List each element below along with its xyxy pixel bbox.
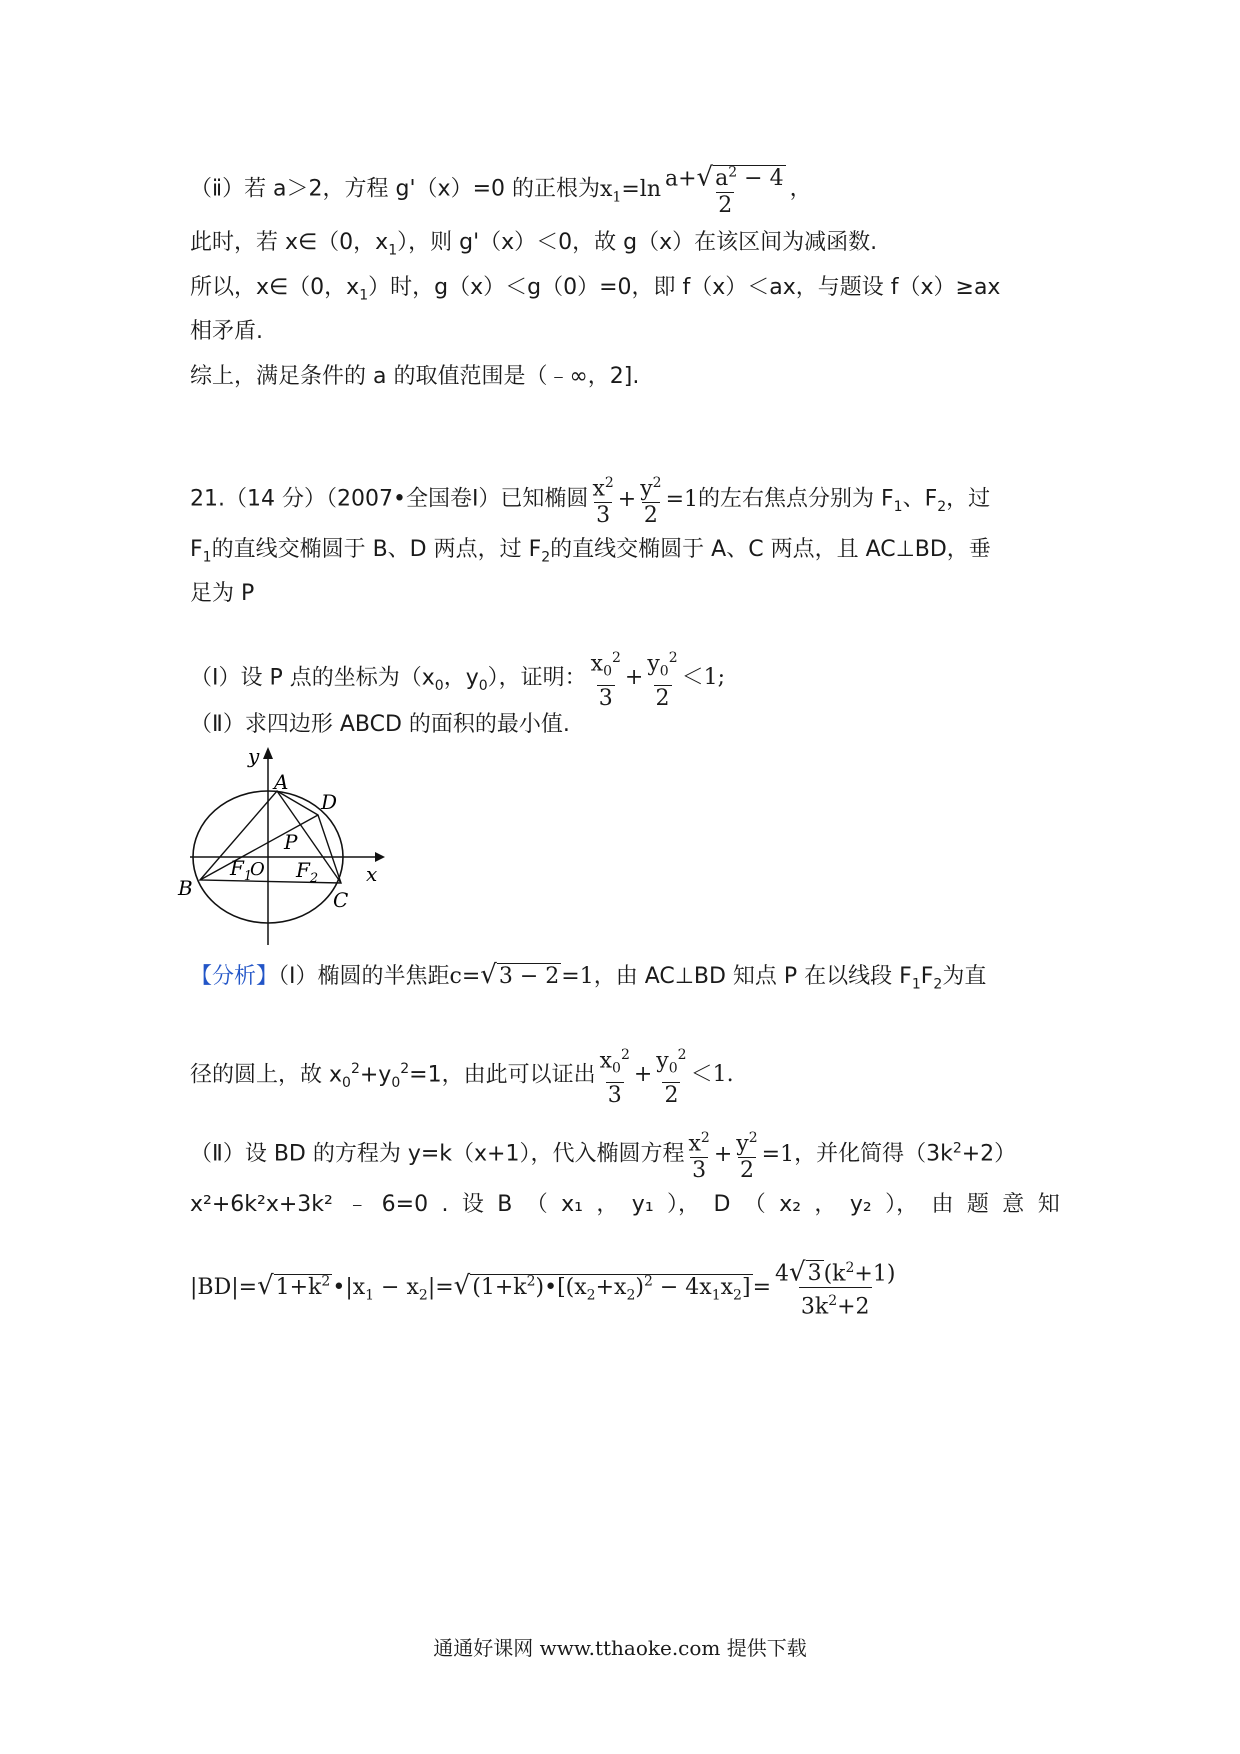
denominator: 3 [598,685,613,711]
y-label: y [248,744,260,768]
var: x [599,1048,613,1074]
token: y₁ [631,1192,654,1217]
sub: 0 [342,1074,351,1091]
var: y [647,651,660,677]
problem-21-line-1 [190,470,990,529]
problem-21-line-2 [190,535,991,572]
op: + [633,1062,653,1088]
ellipse-figure [178,744,430,955]
sub: 1 [911,976,921,993]
sub: 2 [541,549,551,566]
text: F [920,964,934,989]
fraction [589,645,623,712]
text: ，过 [946,486,991,512]
num-a: a+ [664,166,697,192]
denominator: 2 [643,503,658,529]
numerator [598,1042,632,1082]
radical-sign: √ [696,162,714,193]
radicand: 3 − 2 [498,964,560,989]
text: （Ⅱ）求四边形 ABCD 的面积的最小值. [190,712,570,737]
text: ，y [443,665,479,691]
analysis-line-4 [190,1190,1060,1220]
exp: 2 [400,1061,410,1078]
inequality [596,1047,734,1108]
label-o: O [250,859,265,880]
text: ＜1. [690,1062,734,1088]
token: ， [596,1192,619,1217]
sub: 1 [612,189,622,206]
radicand [713,165,785,191]
text: •|x [332,1274,366,1300]
token: （ [525,1192,548,1217]
ln: =ln [621,176,661,202]
part-ii-line-2 [190,228,877,265]
fraction [734,1125,759,1184]
problem-21-question-1 [190,645,725,712]
focal-distance [449,960,594,990]
exp: 2 [321,1273,331,1290]
text: =1，由此可以证出 [409,1062,596,1088]
problem-21-line-3 [190,579,254,609]
op: + [617,486,637,512]
problem-21-question-2 [190,710,570,740]
text: F [190,537,203,562]
text: 的左右焦点分别为 F [698,486,894,512]
var: y [656,1048,669,1074]
text: )•[(x [535,1274,587,1300]
var: x [688,1131,701,1157]
numerator [590,470,615,502]
text: 4 [775,1261,789,1287]
token: ）， [885,1192,919,1217]
text: ），则 g'（x）＜0，故 g（x）在该区间为减函数. [397,230,878,255]
analysis-line-2 [190,1042,734,1109]
denominator: 3 [692,1158,707,1184]
root-expression [600,162,790,219]
token: 意 [1002,1192,1025,1217]
sub: 0 [659,663,669,680]
token: B [497,1192,513,1217]
sub: 1 [359,287,369,304]
token: ， [814,1192,837,1217]
text: （Ⅱ）设 BD 的方程为 y=k（x+1），代入椭圆方程 [190,1141,685,1167]
radical-sign: √ [453,1270,471,1301]
sub: 0 [478,677,488,694]
text: （ⅱ）若 a＞2，方程 g'（x）=0 的正根为 [190,176,600,202]
exp: 2 [604,475,614,491]
op: = [752,1274,771,1300]
radical-sign: √ [480,960,497,990]
sub: 2 [937,499,947,516]
fraction [687,1125,712,1184]
exp: 2 [612,650,621,666]
sub: 2 [586,1287,596,1304]
fraction [638,470,663,529]
part-ii-line-4 [190,317,263,347]
ellipse-equation [588,475,699,529]
denominator: 3 [596,503,611,529]
token: x₁ [561,1192,583,1217]
text: 所以，x∈（0，x [190,275,360,300]
var: x [592,476,605,502]
sub: 0 [612,1060,621,1077]
fraction [663,160,788,219]
text: ，并化简得（3k [794,1141,953,1167]
token: y₂ [849,1192,872,1217]
op: =1 [761,1141,795,1167]
exp: 2 [677,1047,687,1063]
text: 为直 [942,964,987,989]
part-ii-line-1 [190,160,812,219]
x-label: x [366,862,378,886]
sub: 2 [418,1287,428,1304]
analysis-tag: 【分析】 [190,964,279,989]
exp: 2 [748,1130,758,1146]
fraction [773,1255,897,1321]
token: . [441,1192,449,1217]
bd-length-formula [190,1257,899,1320]
radicand [274,1274,333,1300]
text: ），证明： [487,665,587,691]
text: +x [595,1274,627,1300]
text: x [720,1274,734,1300]
exp: 2 [728,165,738,181]
token: 知 [1037,1192,1060,1217]
numerator [773,1255,897,1287]
text: 此时，若 x∈（0，x [190,230,389,255]
op: + [624,665,644,691]
label-f1: $F_1$ [230,856,253,884]
fraction [645,645,679,712]
text: 相矛盾. [190,319,263,344]
denominator: 2 [664,1082,679,1108]
var: x [600,176,613,202]
sub: 0 [603,663,612,680]
text: ) [635,1274,644,1300]
text: 综上，满足条件的 a 的取值范围是（﹣∞，2]. [190,364,640,389]
token: ）， [667,1192,701,1217]
sub: 2 [733,1287,742,1304]
fraction [590,470,615,529]
text: 的直线交椭圆于 A、C 两点，且 AC⊥BD，垂 [550,537,991,562]
numerator [654,1042,688,1082]
token: D [713,1192,731,1217]
text: 、F [902,486,938,512]
exp: 2 [652,475,662,491]
part-ii-conclusion [190,362,639,392]
rad-a: a [715,166,729,192]
text: (k [823,1261,846,1287]
page-footer: 通通好课网 www.tthaoke.com 提供下载 [433,1636,807,1660]
token: 题 [966,1192,989,1217]
var: c= [449,964,481,989]
text: +y [359,1062,392,1088]
radical-sign: √ [257,1270,274,1301]
exp: 2 [620,1047,630,1063]
text: +2 [837,1294,870,1320]
numerator [663,160,788,192]
sub: 1 [202,549,212,566]
op: + [713,1141,733,1167]
exp: 2 [526,1273,536,1290]
sub: 1 [711,1287,721,1304]
exp: 2 [700,1130,710,1146]
text: (1+k [472,1274,527,1300]
var: y [640,476,653,502]
label-f2: $F_2$ [296,858,319,886]
fraction [598,1042,632,1109]
text: 的直线交椭圆于 B、D 两点，过 F [211,537,542,562]
sub: 2 [933,976,943,993]
numerator [645,645,679,685]
token: x₂ [779,1192,802,1217]
exp: 2 [350,1061,360,1078]
denominator: 2 [739,1158,754,1184]
exp: 2 [828,1293,838,1310]
token: 由 [931,1192,954,1217]
exp: 2 [668,650,678,666]
sub: 0 [668,1060,678,1077]
sub: 1 [893,499,903,516]
text: |BD|= [190,1274,258,1300]
label-c: C [333,888,349,912]
y-axis-arrow [263,747,273,759]
denominator: 3 [607,1082,622,1108]
label-d: D [321,790,338,814]
inequality [587,650,726,711]
text: ，由 AC⊥BD 知点 P 在以线段 F [593,964,912,989]
sub: 0 [434,677,444,694]
text: 径的圆上，故 x [190,1062,343,1088]
token: 6=0 [381,1192,429,1217]
denominator: 2 [718,193,733,219]
exp: 2 [643,1273,653,1290]
text: ＜1; [681,665,726,691]
token: （ [743,1192,766,1217]
radicand: 3 [807,1261,822,1287]
radical-sign: √ [789,1257,806,1288]
numerator [638,470,663,502]
text: （Ⅰ）设 P 点的坐标为（x [190,665,435,691]
op: =1 [561,964,594,989]
fraction [654,1042,688,1109]
label-b-visible: B [178,876,193,900]
radicand [470,1273,752,1304]
sub: 1 [365,1287,375,1304]
numerator [687,1125,712,1157]
text: |= [427,1274,454,1300]
label-p: P [284,830,298,854]
var: x [590,651,604,677]
denominator: 2 [655,685,670,711]
analysis-line-3 [190,1125,1016,1184]
x-axis-arrow [375,852,385,862]
text: ， [789,176,812,202]
text: − x [374,1274,419,1300]
part-ii-line-3 [190,273,1000,310]
text: +2） [961,1141,1017,1167]
exp: 2 [952,1140,962,1157]
text: 足为 P [190,581,255,606]
sub: 1 [388,242,398,259]
rad-rest: − 4 [737,166,784,192]
text: − 4x [652,1274,712,1300]
text: ] [741,1274,751,1300]
numerator [734,1125,759,1157]
exp: 2 [845,1260,855,1276]
label-a: A [274,770,289,794]
numerator [589,645,623,685]
var: y [736,1131,749,1157]
text: 3k [800,1294,829,1320]
analysis-line-1 [190,960,986,999]
denominator [799,1287,872,1320]
text: ）时，g（x）＜g（0）=0，即 f（x）＜ax，与题设 f（x）≥ax [368,275,1001,300]
analysis-line-5 [190,1255,899,1321]
text: +1) [854,1261,896,1287]
ellipse-equation [685,1130,795,1184]
token: x²+6k²x+3k² [190,1192,333,1217]
sub: 2 [626,1287,636,1304]
token: ﹣ [346,1192,369,1217]
text: （Ⅰ）椭圆的半焦距 [278,964,450,989]
token: 设 [461,1192,484,1217]
sub: 0 [391,1074,401,1091]
text: 1+k [275,1274,322,1300]
text: 21.（14 分）（2007•全国卷Ⅰ）已知椭圆 [190,486,589,512]
op: =1 [665,486,699,512]
